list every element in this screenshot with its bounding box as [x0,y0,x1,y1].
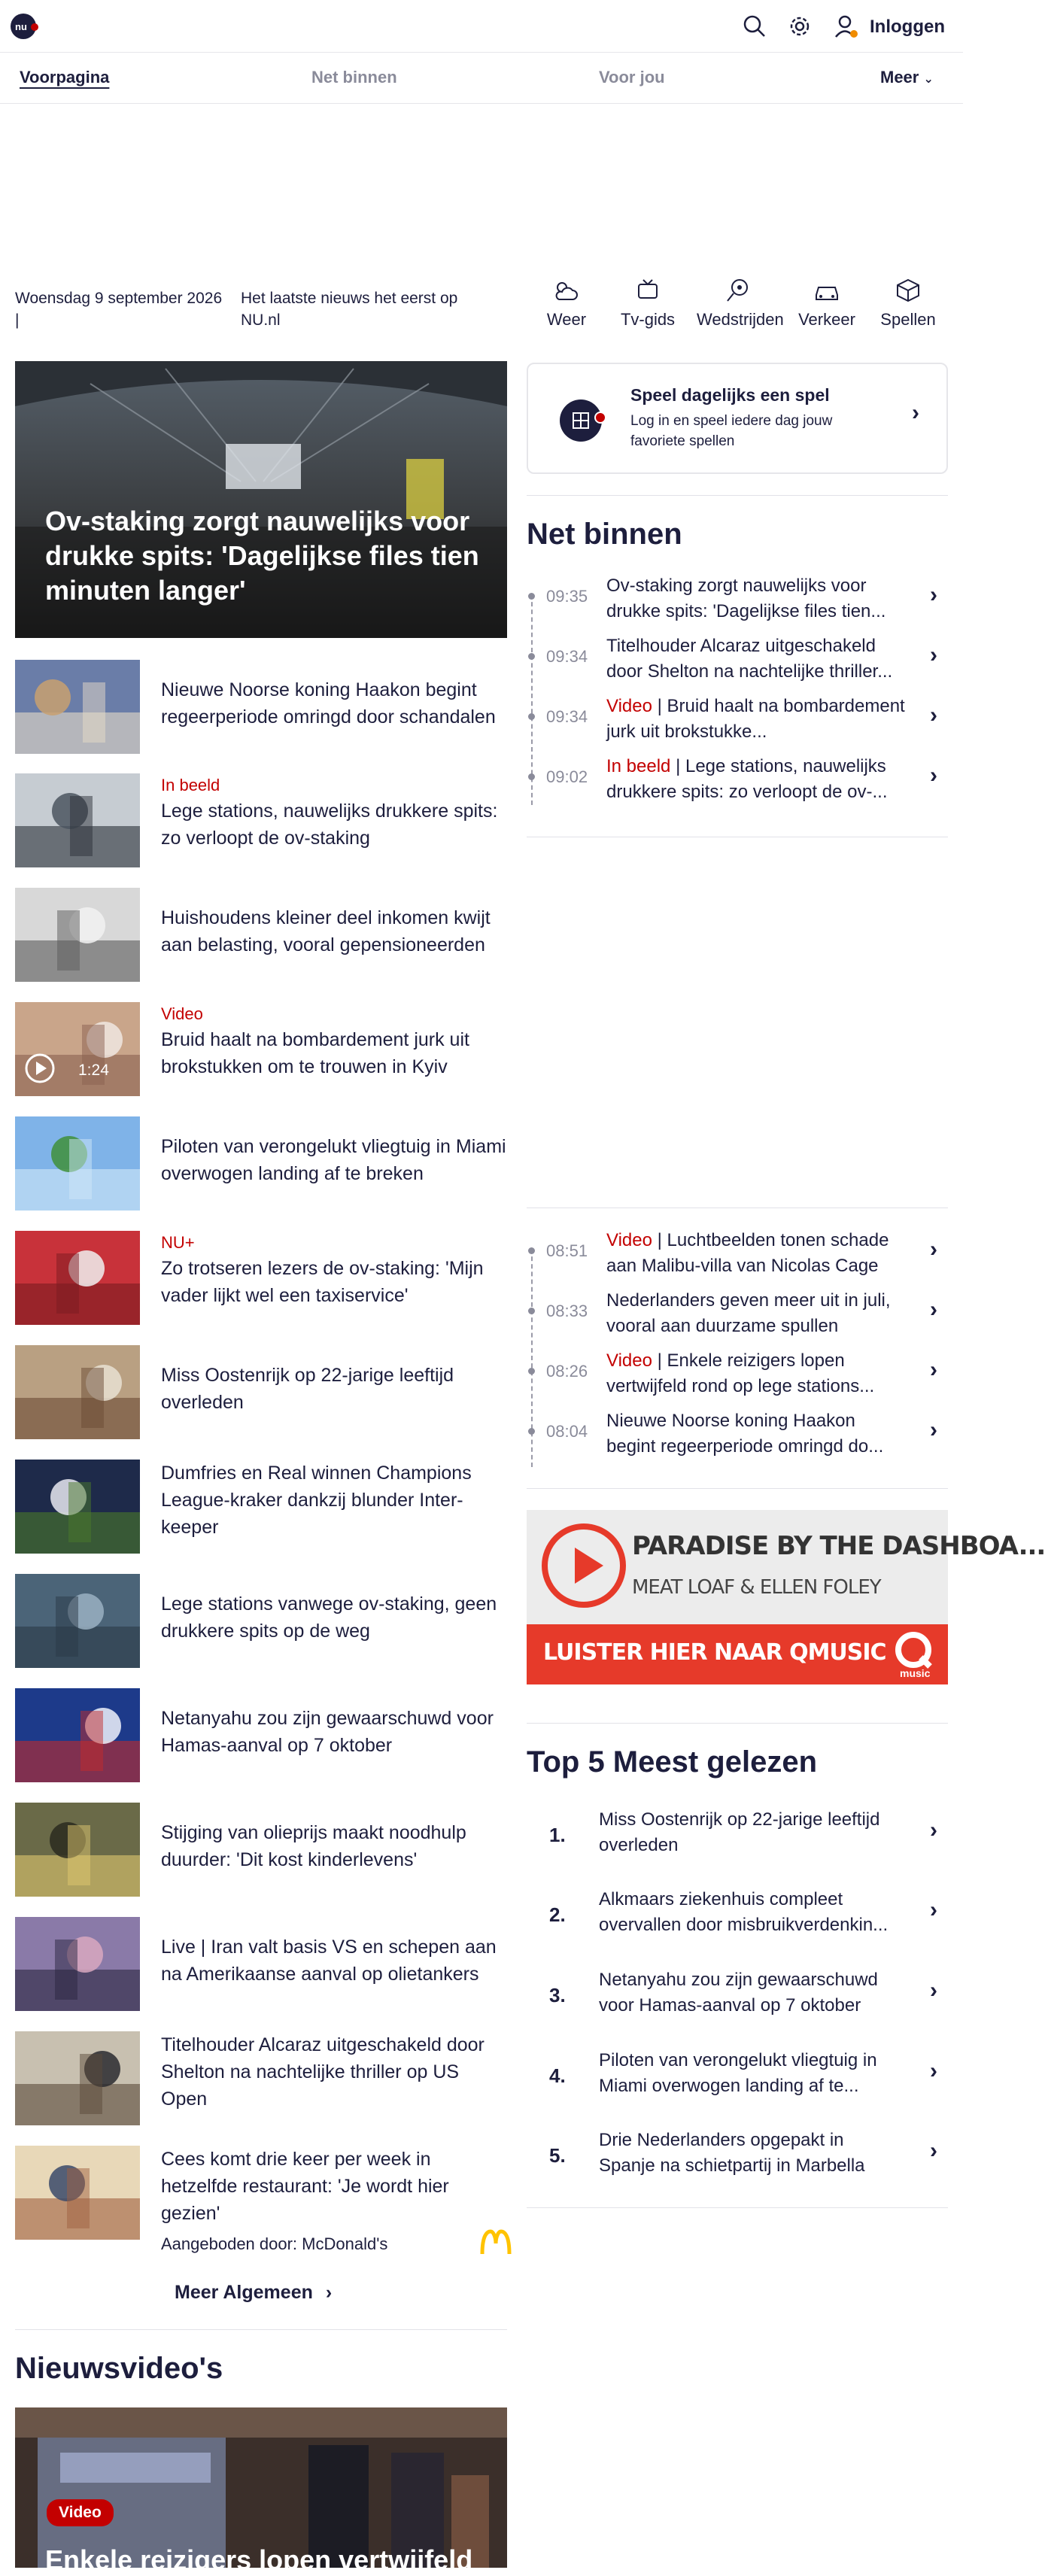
article-title: Bruid haalt na bombardement jurk uit brokstukken om te trouwen in Kyiv [161,1029,469,1077]
sponsor-label: Aangeboden door: McDonald's [161,2234,388,2253]
article-title: Netanyahu zou zijn gewaarschuwd voor Hamas-aanval op 7 oktober [161,1708,494,1756]
net-binnen-text [606,1348,907,1399]
item-title: Ov-staking zorgt nauwelijks voor drukke spits: 'Dagelijkse files tien... [606,576,886,621]
game-title: Speel dagelijks een spel [630,385,830,405]
play-circle-icon [539,1520,629,1611]
article-item[interactable] [15,1917,507,2015]
article-item[interactable] [15,1460,507,1557]
quicklink-label: Tv-gids [620,310,676,329]
games-puzzle-icon [557,397,612,444]
article-thumbnail [15,1574,140,1668]
qmusic-song: PARADISE BY THE DASHBOA... [632,1531,1045,1561]
label-separator: | [652,1350,667,1371]
rank-number: 4. [549,2064,566,2087]
article-text [161,1705,507,1759]
hero-title: Ov-staking zorgt nauwelijks voor drukke spits: 'Dagelijkse files tien minuten langer' [45,506,479,606]
timestamp: 08:51 [546,1241,588,1260]
article-item[interactable] [15,2146,507,2253]
item-title: Nieuwe Noorse koning Haakon begint regeerperiode omringd do... [606,1411,884,1457]
article-title: Stijging van olieprijs maakt noodhulp duurder: 'Dit kost kinderlevens' [161,1822,466,1870]
car-icon [812,277,842,304]
quicklink-label: Wedstrijden [697,310,784,329]
quicklink-label: Weer [546,310,587,329]
article-title: Live | Iran valt basis VS en schepen aan na Amerikaanse aanval op olietankers [161,1937,497,1985]
divider [527,1488,948,1489]
article-thumbnail [15,1116,140,1211]
timeline-dot [528,1428,535,1435]
article-text [161,2146,507,2254]
label-separator: | [652,1230,667,1250]
qmusic-ad[interactable] [527,1510,1045,1679]
article-thumbnail [15,773,140,867]
article-label: NU+ [161,1233,195,1252]
quicklink-spellen[interactable] [867,277,949,330]
chevron-right-icon: › [930,1237,937,1262]
top-bar [0,0,963,53]
article-thumbnail [15,660,140,754]
top5-title: Miss Oostenrijk op 22-jarige leeftijd overleden [599,1809,880,1855]
article-text [161,2031,507,2113]
label-separator: | [670,756,685,776]
article-thumbnail [15,1231,140,1325]
article-item[interactable] [15,888,507,986]
quicklink-wedstrijden[interactable] [697,277,784,330]
net-binnen-text [606,1288,907,1339]
timeline-dot [528,773,535,780]
tab-meer[interactable] [880,68,934,87]
article-item[interactable] [15,1574,507,1672]
top5-item[interactable] [527,1881,948,1956]
article-item[interactable] [15,1345,507,1443]
net-binnen-text [606,694,907,745]
article-title: Lege stations, nauwelijks drukkere spits: zo verloopt de ov-staking [161,800,498,849]
article-text [161,1819,507,1873]
top5-title: Alkmaars ziekenhuis compleet overvallen door misbruikverdenkin... [599,1889,889,1935]
top5-item[interactable] [527,2122,948,2197]
video-title: Enkele reizigers lopen vertwijfeld [45,2544,473,2575]
current-date: Woensdag 9 september 2026 | [15,290,223,329]
article-item[interactable] [15,1002,507,1100]
article-text [161,1362,507,1416]
quicklink-label: Spellen [880,310,936,329]
chevron-right-icon: › [930,763,937,788]
chevron-down-icon: ⌄ [923,73,934,86]
rank-number: 2. [549,1903,566,1926]
article-label: In beeld [161,776,220,794]
divider [15,2329,507,2330]
article-text [161,1002,507,1080]
chevron-right-icon: › [930,1357,937,1382]
article-label: Video [161,1004,203,1023]
article-title: Titelhouder Alcaraz uitgeschakeld door Shelton na nachtelijke thriller op US Open [161,2034,485,2110]
timeline-dot [528,1247,535,1254]
quicklink-verkeer[interactable] [785,277,868,330]
article-text [161,1231,507,1309]
timeline-dot [528,1308,535,1314]
weather-icon [551,277,582,304]
search-icon[interactable] [742,14,767,39]
item-label: In beeld [606,756,671,776]
tab-voor-jou[interactable]: Voor jou [599,68,665,87]
net-binnen-text [606,1228,907,1279]
main-nav [0,53,963,104]
net-binnen-item[interactable] [527,1288,948,1347]
timestamp: 08:33 [546,1302,588,1320]
nu-logo[interactable] [9,12,41,41]
chevron-right-icon: › [912,400,919,425]
top5-heading: Top 5 Meest gelezen [527,1745,818,1779]
chevron-right-icon: › [930,582,937,607]
game-promo-card[interactable] [527,363,948,474]
net-binnen-text [606,754,907,805]
quicklink-label: Verkeer [798,310,855,329]
meer-algemeen-label: Meer Algemeen [175,2282,313,2303]
article-thumbnail [15,1460,140,1554]
top5-item[interactable] [527,1801,948,1876]
divider [527,2207,948,2208]
item-title: Enkele reizigers lopen vertwijfeld rond op lege stations... [606,1350,875,1396]
item-title: Bruid haalt na bombardement jurk uit brokstukke... [606,696,905,742]
timeline-dot [528,1368,535,1375]
chevron-right-icon: › [930,2058,937,2083]
article-item[interactable] [15,660,507,758]
net-binnen-text [606,573,907,624]
tab-meer-label: Meer [880,68,919,87]
timestamp: 09:35 [546,587,588,606]
ball-icon [723,277,753,304]
item-label: Video [606,1350,652,1371]
article-item[interactable] [15,1231,507,1329]
timeline-dot [528,653,535,660]
chevron-right-icon: › [930,2138,937,2163]
article-title: Huishoudens kleiner deel inkomen kwijt aan belasting, vooral gepensioneerden [161,907,491,955]
article-text [161,1934,507,1988]
net-binnen-item[interactable] [527,694,948,752]
article-title: Nieuwe Noorse koning Haakon begint regeerperiode omringd door schandalen [161,679,496,728]
video-badge: Video [47,2499,114,2526]
top5-item[interactable] [527,1961,948,2037]
chevron-right-icon: › [930,1818,937,1842]
chevron-right-icon: › [930,1297,937,1322]
net-binnen-item[interactable] [527,573,948,632]
item-title: Luchtbeelden tonen schade aan Malibu-villa van Nicolas Cage [606,1230,889,1276]
timestamp: 08:26 [546,1362,588,1381]
article-title: Dumfries en Real winnen Champions League-kraker dankzij blunder Inter-keeper [161,1463,472,1538]
net-binnen-item[interactable] [527,633,948,692]
item-title: Titelhouder Alcaraz uitgeschakeld door Shelton na nachtelijke thriller... [606,636,893,682]
tab-net-binnen[interactable]: Net binnen [311,68,397,87]
video-duration: 1:24 [78,1062,109,1079]
article-thumbnail [15,1345,140,1439]
rank-number: 5. [549,2144,566,2167]
rank-number: 3. [549,1984,566,2006]
video-card[interactable] [15,2407,507,2575]
timestamp: 09:02 [546,767,588,786]
timeline-dot [528,713,535,720]
qmusic-cta: LUISTER HIER NAAR QMUSIC [543,1639,886,1666]
article-title: Cees komt drie keer per week in hetzelfde restaurant: 'Je wordt hier gezien' [161,2149,449,2224]
divider [527,1723,948,1724]
article-thumbnail [15,1803,140,1897]
settings-gear-icon[interactable] [787,14,813,39]
qmusic-logo [891,1630,937,1678]
videos-heading: Nieuwsvideo's [15,2352,223,2385]
quicklink-weer[interactable] [525,277,608,330]
article-item[interactable] [15,773,507,871]
article-thumbnail [15,2031,140,2125]
net-binnen-item[interactable] [527,1228,948,1286]
net-binnen-text [606,1408,907,1460]
hero-article[interactable] [15,361,507,638]
article-thumbnail [15,1002,140,1096]
cube-icon [893,277,923,304]
chevron-right-icon: › [930,1978,937,2003]
user-icon[interactable] [834,14,859,39]
net-binnen-item[interactable] [527,1348,948,1407]
net-binnen-item[interactable] [527,754,948,813]
article-title: Miss Oostenrijk op 22-jarige leeftijd overleden [161,1365,454,1413]
net-binnen-heading: Net binnen [527,518,682,551]
label-separator: | [652,696,667,716]
top5-title: Drie Nederlanders opgepakt in Spanje na schietpartij in Marbella [599,2130,865,2176]
article-text [161,1590,507,1645]
item-title: Nederlanders geven meer uit in juli, vooral aan duurzame spullen [606,1290,891,1336]
article-title: Zo trotseren lezers de ov-staking: 'Mijn vader lijkt wel een taxiservice' [161,1258,484,1306]
rank-number: 1. [549,1824,566,1846]
tab-voorpagina[interactable]: Voorpagina [20,68,110,87]
game-subtitle: Log in en speel iedere dag jouw favoriete spellen [630,413,833,449]
tagline: Het laatste nieuws het eerst op NU.nl [241,290,458,329]
svg-text:nu: nu [15,21,27,32]
top5-item[interactable] [527,2042,948,2117]
item-title: Lege stations, nauwelijks drukkere spits: zo verloopt de ov-... [606,756,888,802]
quicklink-tv-gids[interactable] [606,277,689,330]
article-item[interactable] [15,1116,507,1214]
article-item[interactable] [15,2031,507,2129]
article-text [161,676,507,731]
qmusic-logo-text: music [900,1667,931,1679]
article-thumbnail [15,1688,140,1782]
chevron-right-icon: › [325,2282,333,2303]
divider [527,495,948,496]
tv-icon [633,277,663,304]
article-thumbnail [15,1917,140,2011]
article-thumbnail [15,2146,140,2240]
chevron-right-icon: › [930,1417,937,1442]
timestamp: 09:34 [546,707,588,726]
article-title: Lege stations vanwege ov-staking, geen drukkere spits op de weg [161,1593,497,1642]
article-thumbnail [15,888,140,982]
article-text [161,1460,507,1541]
article-text [161,773,507,852]
net-binnen-text [606,633,907,685]
chevron-right-icon: › [930,703,937,728]
article-item[interactable] [15,1688,507,1786]
article-text [161,1133,507,1187]
item-label: Video [606,696,652,716]
play-icon [24,1053,56,1089]
video-duration-overlay [24,1053,109,1089]
chevron-right-icon: › [930,642,937,667]
article-text [161,904,507,958]
timestamp: 08:04 [546,1422,588,1441]
net-binnen-item[interactable] [527,1408,948,1467]
top5-title: Netanyahu zou zijn gewaarschuwd voor Hamas-aanval op 7 oktober [599,1970,878,2016]
top5-title: Piloten van verongelukt vliegtuig in Miami overwogen landing af te... [599,2050,877,2096]
article-item[interactable] [15,1803,507,1900]
item-label: Video [606,1230,652,1250]
meer-algemeen-link[interactable] [175,2282,332,2304]
chevron-right-icon: › [930,1897,937,1922]
login-link[interactable]: Inloggen [870,17,945,37]
timeline-dot [528,593,535,600]
qmusic-artist: MEAT LOAF & ELLEN FOLEY [632,1576,881,1599]
timestamp: 09:34 [546,647,588,666]
article-title: Piloten van verongelukt vliegtuig in Miami overwogen landing af te breken [161,1136,506,1184]
mcdonalds-logo-icon [480,2230,512,2259]
